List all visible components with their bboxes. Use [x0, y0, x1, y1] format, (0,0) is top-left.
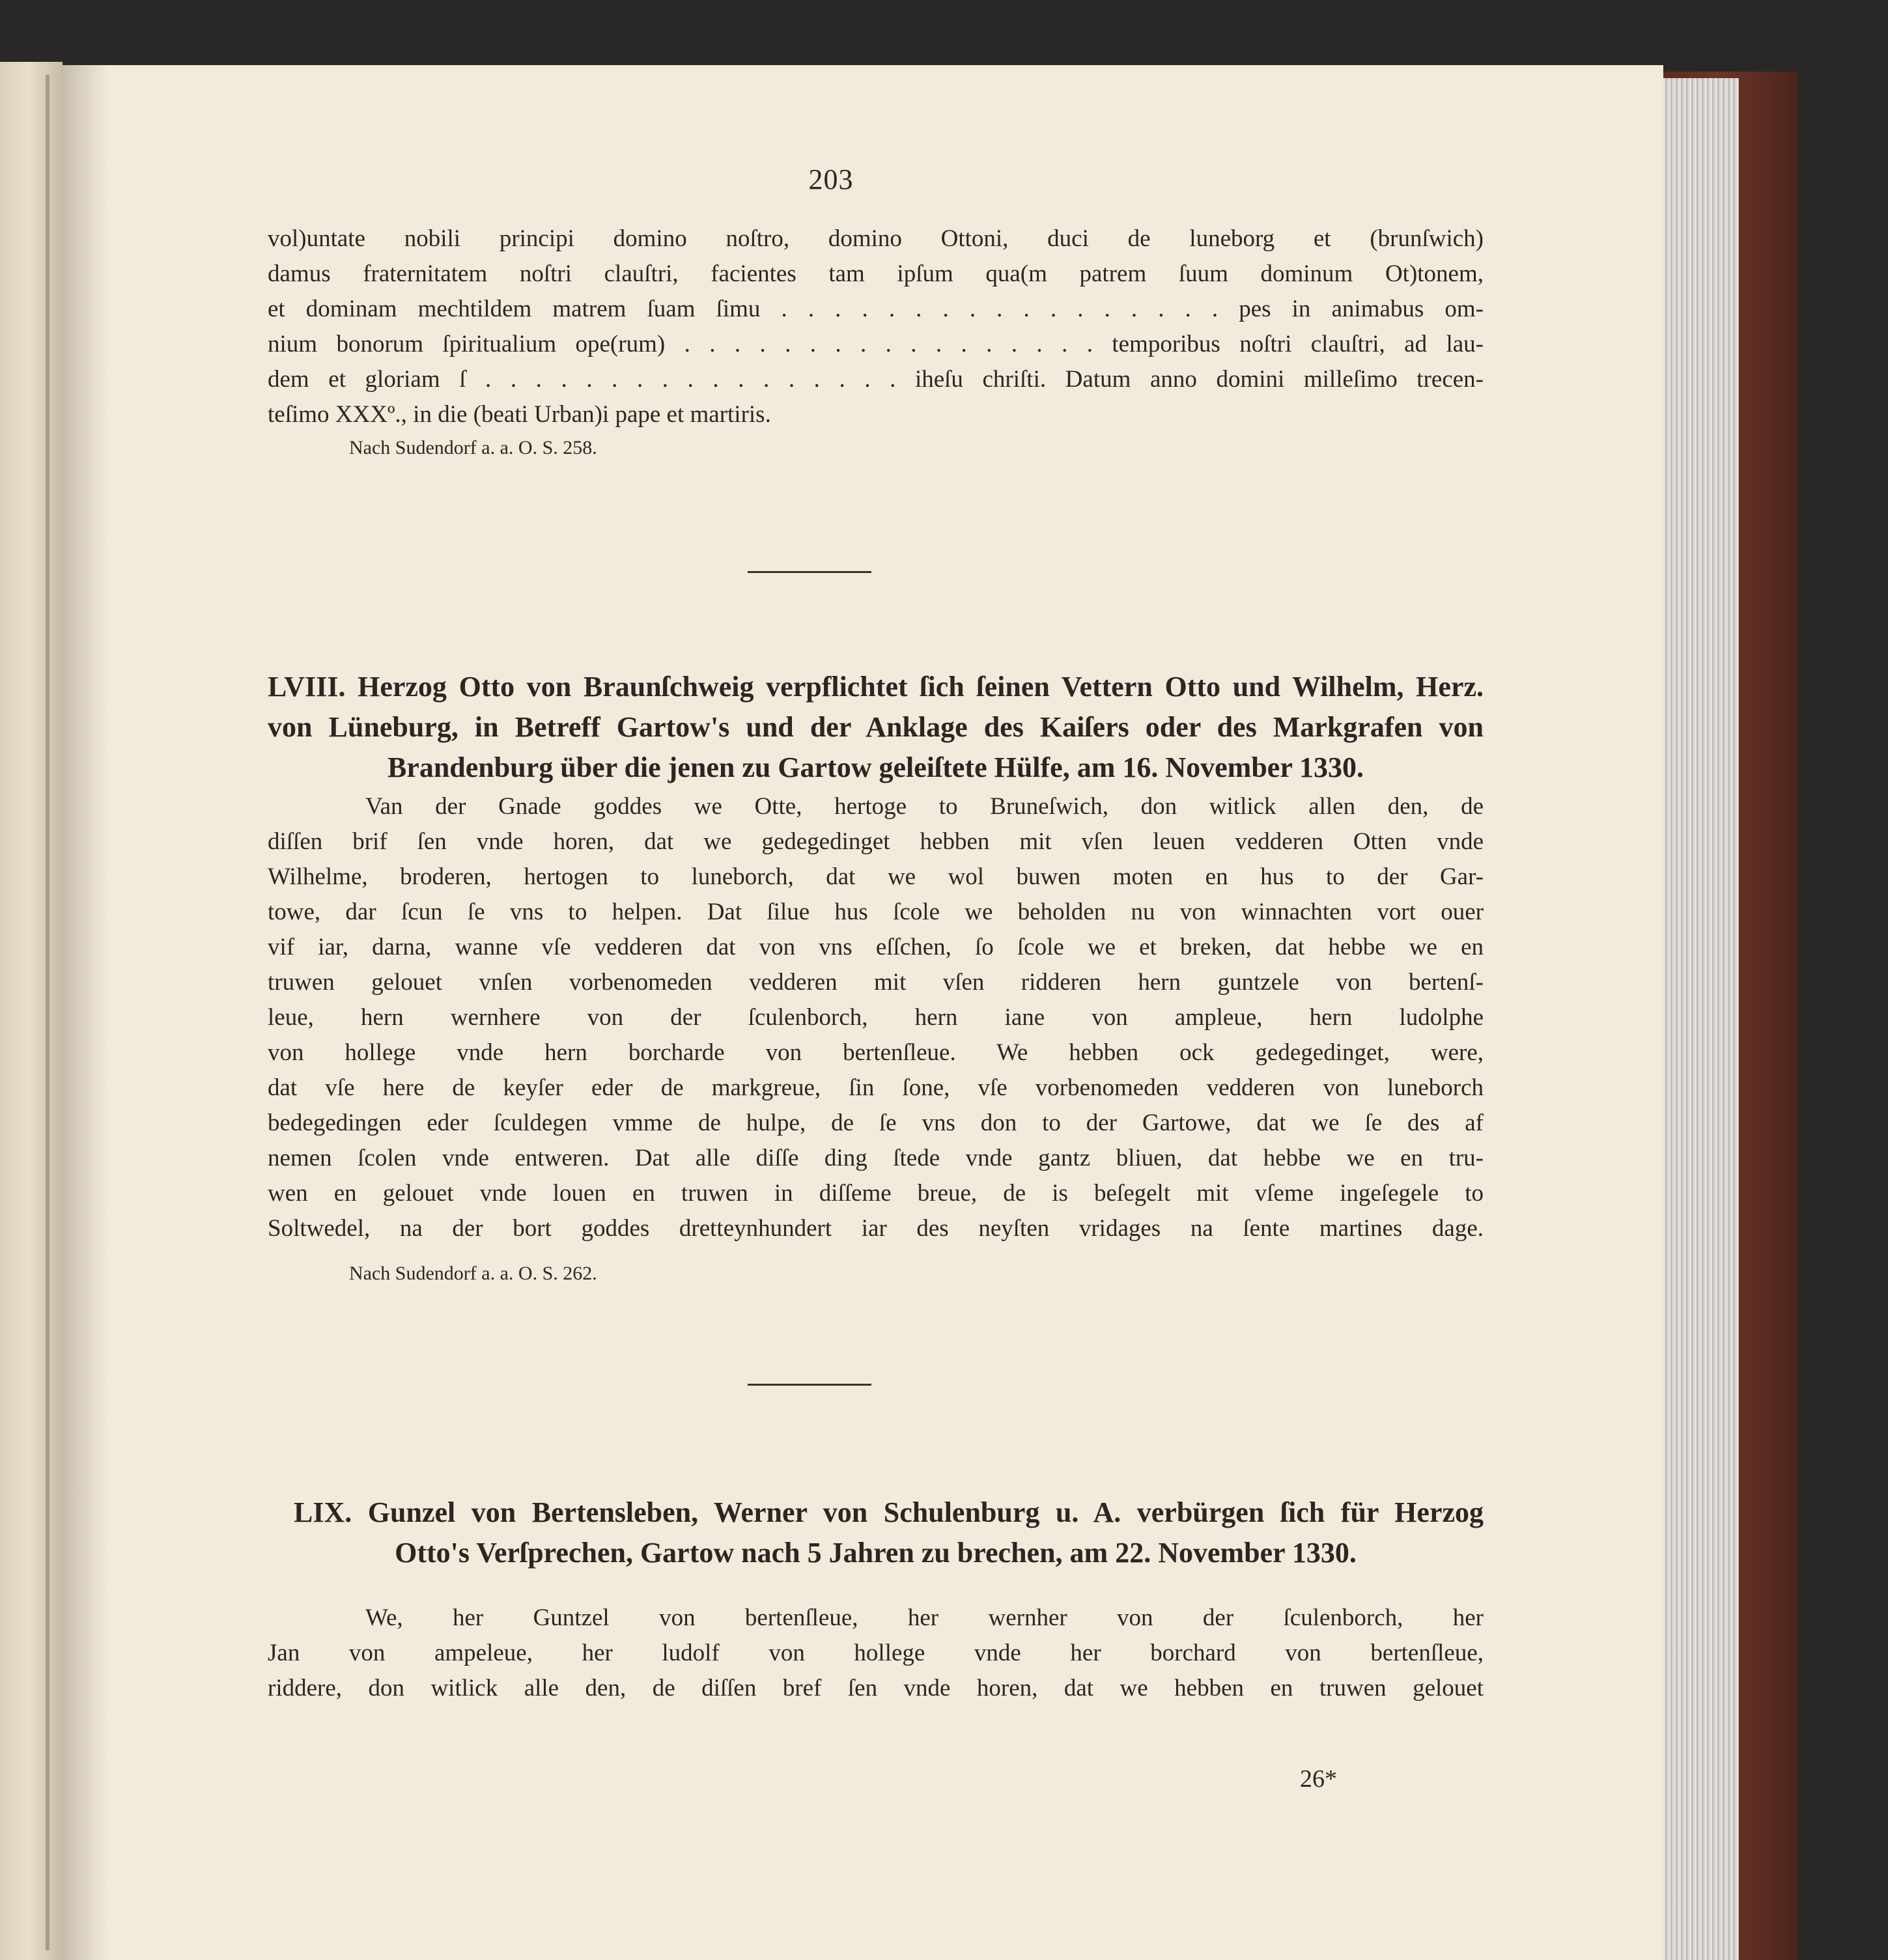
heading-line: LVIII. Herzog Otto von Braunſchweig verpflichtet ſich ſeinen Vettern Otto und Wilhelm, Herz.	[268, 671, 1484, 703]
page-stack-edges	[1657, 78, 1739, 1960]
text-line: nium bonorum ſpiritualium ope(rum) . . . . . . . . . . . . . . . . . temporibus noſtri clauſtri, ad lau-	[268, 331, 1484, 357]
signature-mark: 26*	[1300, 1765, 1337, 1793]
heading-line: Brandenburg über die jenen zu Gartow geleiſtete Hülfe, am 16. November 1330.	[387, 751, 1364, 783]
source-citation: Nach Sudendorf a. a. O. S. 258.	[349, 437, 597, 458]
text-line: Wilhelme, broderen, hertogen to luneborch, dat we wol buwen moten en hus to der Gar-	[268, 863, 1484, 890]
section-heading-lix	[268, 1492, 1484, 1573]
text-line: vol)untate nobili principi domino noſtro, domino Ottoni, duci de luneborg et (brunſwich)	[268, 225, 1484, 252]
section-body-lix	[268, 1601, 1484, 1706]
text-line: towe, dar ſcun ſe vns to helpen. Dat ſilue hus ſcole we beholden nu von winnachten vort ouer	[268, 899, 1484, 925]
section-divider	[748, 571, 871, 573]
gutter-shadow	[63, 65, 108, 1960]
text-line: Soltwedel, na der bort goddes dretteynhundert iar des neyſten vridages na ſente martines dage.	[268, 1215, 1484, 1242]
text-line: et dominam mechtildem matrem ſuam ſimu . . . . . . . . . . . . . . . . . pes in animabus om-	[268, 296, 1484, 322]
text-line: nemen ſcolen vnde entweren. Dat alle diſſe ding ſtede vnde gantz bliuen, dat hebbe we en tru-	[268, 1145, 1484, 1171]
text-line: teſimo XXXº., in die (beati Urban)i pape et martiris.	[268, 401, 771, 428]
text-line: damus fraternitatem noſtri clauſtri, facientes tam ipſum qua(m patrem ſuum dominum Ot)tonem,	[268, 260, 1484, 287]
text-line: bedegedingen eder ſculdegen vmme de hulpe, de ſe vns don to der Gartowe, dat we ſe des af	[268, 1110, 1484, 1136]
section-divider	[748, 1384, 871, 1386]
heading-line: Otto's Verſprechen, Gartow nach 5 Jahren zu brechen, am 22. November 1330.	[395, 1537, 1357, 1569]
left-page-edge	[0, 62, 63, 1960]
section-heading-lviii	[268, 667, 1484, 788]
heading-line: von Lüneburg, in Betreff Gartow's und der Anklage des Kaiſers oder des Markgrafen von	[268, 711, 1484, 743]
text-line: We, her Guntzel von bertenſleue, her wernher von der ſculenborch, her	[365, 1604, 1484, 1631]
intro-text	[268, 221, 1484, 432]
left-page-fold	[46, 75, 49, 1950]
text-line: riddere, don witlick alle den, de diſſen bref ſen vnde horen, dat we hebben en truwen gelouet	[268, 1675, 1484, 1701]
text-line: truwen gelouet vnſen vorbenomeden vedderen mit vſen ridderen hern guntzele von bertenſ-	[268, 969, 1484, 996]
heading-line: LIX. Gunzel von Bertensleben, Werner von Schulenburg u. A. verbürgen ſich für Herzog	[294, 1496, 1484, 1528]
book-page	[63, 65, 1663, 1960]
text-line: von hollege vnde hern borcharde von bertenſleue. We hebben ock gedegedinget, were,	[268, 1039, 1484, 1066]
text-line: dem et gloriam ſ . . . . . . . . . . . . . . . . . iheſu chriſti. Datum anno domini milleſimo trecen-	[268, 366, 1484, 393]
text-line: dat vſe here de keyſer eder de markgreue, ſin ſone, vſe vorbenomeden vedderen von luneborch	[268, 1074, 1484, 1101]
text-line: vif iar, darna, wanne vſe vedderen dat von vns eſſchen, ſo ſcole we et breken, dat hebbe we en	[268, 934, 1484, 960]
section-body-lviii	[268, 789, 1484, 1246]
text-line: wen en gelouet vnde louen en truwen in diſſeme breue, de is beſegelt mit vſeme ingeſegele to	[268, 1180, 1484, 1207]
text-line: Jan von ampeleue, her ludolf von hollege vnde her borchard von bertenſleue,	[268, 1640, 1484, 1666]
page-number: 203	[808, 163, 854, 195]
text-line: leue, hern wernhere von der ſculenborch, hern iane von ampleue, hern ludolphe	[268, 1004, 1484, 1031]
source-citation: Nach Sudendorf a. a. O. S. 262.	[349, 1263, 597, 1284]
text-line: diſſen brif ſen vnde horen, dat we gedegedinget hebben mit vſen leuen vedderen Otten vnde	[268, 828, 1484, 855]
text-line: Van der Gnade goddes we Otte, hertoge to Bruneſwich, don witlick allen den, de	[365, 793, 1484, 820]
